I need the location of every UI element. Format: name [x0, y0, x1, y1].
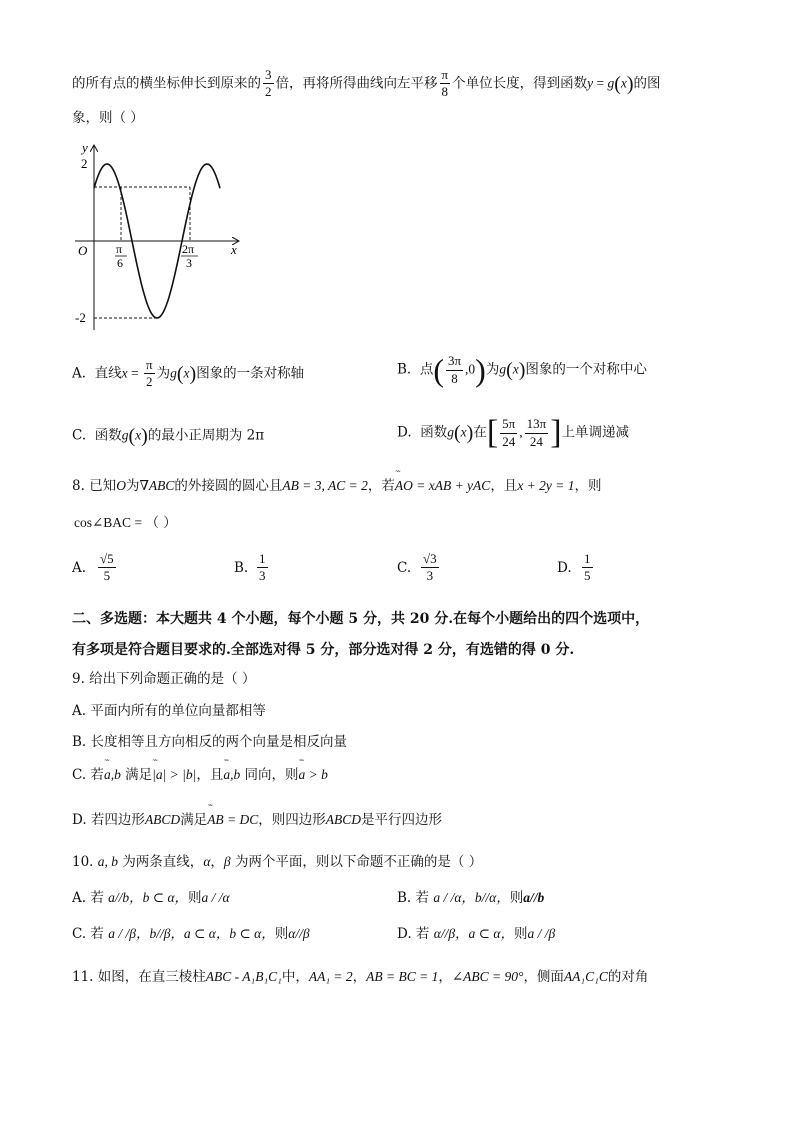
option-label: C. — [397, 560, 412, 576]
vector-equation: ˜˜ AO = xAB + yAC — [395, 479, 490, 493]
option-text: 的最小正周期为 2π — [147, 427, 265, 444]
q7-frac-stretch — [263, 68, 274, 100]
paren: ( — [128, 425, 136, 447]
stem-text: 的对角 — [607, 969, 649, 985]
math-op: = — [127, 365, 143, 381]
stem-text: 的外接圆的圆心且 — [174, 478, 283, 494]
math-expr: AB = 3, AC = 2 — [282, 478, 368, 493]
q10-option-b — [397, 891, 544, 906]
vector-expr: ˜˜ a,b — [223, 768, 240, 782]
stem-text: 11. 如图，在直三棱柱 — [72, 969, 206, 985]
paren: ) — [189, 362, 197, 385]
option-text: 直线 — [94, 365, 122, 382]
math-expr: a//b，b ⊂ α， — [108, 890, 189, 905]
option-text: 点 — [419, 361, 434, 378]
frac-den: 2 — [265, 84, 272, 100]
option-label: D. — [557, 560, 572, 576]
frac-den: 5 — [584, 568, 591, 584]
option-label: A. 若 — [72, 890, 104, 906]
option-text: ，则四边形 — [258, 812, 326, 828]
q7-frac-shift — [440, 68, 451, 100]
q7-sine-graph — [70, 140, 250, 340]
math-expr: AA₁ = 2 — [308, 969, 353, 984]
math-expr: AA₁C₁C — [563, 969, 608, 984]
paren: ( — [433, 352, 444, 388]
option-text: ，且 — [196, 767, 224, 783]
option-label: A. — [72, 560, 87, 576]
stem-text: 中， — [281, 969, 309, 985]
frac-num: 13π — [525, 417, 549, 433]
math-expr: a / /β — [527, 926, 556, 941]
math-expr: ∇ABC — [139, 478, 175, 493]
q8-option-d-frac — [582, 552, 593, 584]
bracket: [ — [486, 414, 499, 451]
paren: ( — [506, 359, 513, 381]
q10-option-c — [72, 927, 310, 942]
math-expr: α//β — [288, 926, 310, 941]
stem-text: 为两条直线， — [122, 854, 204, 870]
frac-num: 5π — [500, 417, 517, 433]
tick-pi6-num: π — [116, 242, 123, 256]
q7-option-b — [397, 354, 647, 386]
math-expr: ABCD — [144, 812, 181, 827]
option-text: 在 — [473, 424, 487, 441]
q8-stem-line1 — [72, 479, 602, 494]
option-text: 为 — [485, 361, 500, 378]
math-var: α — [203, 854, 211, 869]
y-label: y — [82, 140, 88, 155]
math-expr: a / /α — [201, 890, 230, 905]
vector-expr: ˜˜ a > b — [299, 768, 328, 782]
option-text: 则 — [513, 926, 528, 942]
option-text: 则 — [274, 926, 289, 942]
frac — [500, 417, 517, 449]
q7-option-c — [72, 426, 264, 446]
stem-text: ， — [210, 854, 224, 870]
q8-option-b-frac — [257, 552, 268, 584]
frac-num: √3 — [421, 552, 439, 568]
math-var: β — [223, 854, 231, 869]
math-expr: AB = BC = 1 — [366, 969, 439, 984]
math-expr: cos∠BAC = — [74, 515, 146, 530]
math-var: x — [620, 75, 627, 91]
bracket: ] — [550, 414, 562, 451]
frac-den: 2 — [146, 374, 153, 390]
frac-den: 8 — [441, 84, 449, 100]
vector-expr: ˜˜ |a| > |b| — [152, 768, 196, 782]
stem-text: ， — [438, 969, 452, 985]
q9-option-b: B. 长度相等且方向相反的两个向量是相反向量 — [72, 734, 348, 750]
option-label: A. — [72, 365, 87, 382]
math-var: x — [512, 361, 519, 377]
option-text: 满足 — [180, 812, 208, 828]
tick-2pi3-den: 3 — [186, 256, 192, 270]
stem-text: ，侧面 — [523, 969, 564, 985]
question-number: 10. — [72, 854, 98, 870]
tick-minus2: -2 — [75, 310, 86, 325]
frac-num: √5 — [98, 552, 116, 568]
q10-stem — [72, 855, 482, 870]
frac — [525, 417, 549, 449]
q7-stem-line2: 象，则（ ） — [72, 110, 144, 126]
math-op: = — [593, 75, 608, 91]
paren: ) — [141, 425, 148, 447]
option-text: 则 — [188, 890, 202, 906]
stem-text: 为两个平面，则以下命题不正确的是（ ） — [234, 854, 483, 870]
q10-option-d — [397, 927, 555, 942]
frac-num: 1 — [257, 552, 268, 568]
paren: ) — [518, 359, 526, 381]
frac-den: 8 — [451, 370, 458, 386]
q8-option-a-frac — [98, 552, 116, 584]
math-var: g — [170, 365, 177, 381]
answer-paren: （ ） — [145, 515, 177, 531]
q11-stem — [72, 970, 648, 985]
tick-2: 2 — [81, 156, 88, 171]
q7-option-a — [72, 358, 304, 390]
math-expr: α//β，a ⊂ α， — [433, 926, 514, 941]
paren: ( — [453, 422, 461, 444]
frac-num: π — [144, 358, 155, 374]
math-var: y — [587, 75, 594, 91]
math-expr: ABCD — [325, 812, 362, 827]
math-expr: a, b — [97, 854, 119, 869]
stem-text: ， — [352, 969, 367, 985]
math-expr: ABC - A₁B₁C₁ — [205, 969, 282, 984]
q7-stem-line1 — [72, 68, 661, 100]
option-text: 函数 — [94, 427, 122, 444]
q9-stem: 9. 给出下列命题正确的是（ ） — [72, 671, 256, 687]
option-text: 图象的一个对称中心 — [525, 361, 647, 378]
option-label: C. — [72, 427, 87, 444]
paren: ) — [626, 72, 634, 95]
paren: ( — [176, 362, 184, 385]
math-var: x — [183, 365, 190, 381]
math-var: x — [460, 424, 467, 440]
math-var: O — [116, 478, 126, 493]
option-text: 则 — [509, 890, 524, 906]
option-text: C. 若 — [72, 767, 104, 783]
option-text: 同向，则 — [244, 767, 299, 783]
option-label: C. 若 — [72, 926, 104, 942]
option-label: D. — [397, 424, 412, 441]
option-label: D. 若 — [397, 926, 430, 942]
section-heading-line1: 二、多选题：本大题共 4 个小题，每个小题 5 分，共 20 分.在每个小题给出的四个选项中， — [72, 611, 650, 627]
math-expr: ∠ABC = 90° — [451, 969, 524, 984]
math-op: , — [519, 424, 523, 440]
vector-equation: ˜˜ AB = DC — [207, 813, 258, 827]
math-var: g — [447, 424, 454, 440]
q10-option-a — [72, 891, 230, 906]
q7-stem-text: 的所有点的横坐标伸长到原来的 — [72, 75, 261, 92]
math-expr: a//b — [523, 890, 545, 905]
option-text: 是平行四边形 — [361, 812, 443, 828]
question-number: 8. — [72, 478, 85, 494]
stem-text: 为 — [125, 478, 140, 494]
paren: ( — [614, 72, 621, 95]
q7-option-d — [397, 416, 629, 450]
frac-num: 3π — [446, 354, 463, 370]
stem-text: 已知 — [89, 478, 117, 494]
vector-expr: ˜˜ a,b — [104, 768, 121, 782]
frac-num: 1 — [582, 552, 593, 568]
frac — [144, 358, 155, 390]
frac-num: π — [440, 68, 451, 84]
paren: ) — [466, 422, 474, 444]
q8-option-c-frac — [421, 552, 439, 584]
q9-option-a: A. 平面内所有的单位向量都相等 — [72, 703, 266, 719]
stem-text: ，则 — [574, 478, 602, 494]
stem-text: ，若 — [367, 478, 395, 494]
math-var: g — [607, 75, 615, 91]
stem-text: ，且 — [490, 478, 518, 494]
math-expr: x + 2y = 1 — [517, 478, 575, 493]
frac-den: 24 — [502, 433, 516, 449]
option-text: 为 — [156, 365, 171, 382]
option-text: 图象的一条对称轴 — [196, 365, 305, 382]
origin-label: O — [78, 243, 88, 258]
tick-2pi3-num: 2π — [182, 242, 195, 256]
option-text: 函数 — [420, 424, 448, 441]
option-text: 满足 — [125, 767, 153, 783]
math-var: g — [121, 427, 129, 443]
option-text: 上单调递减 — [561, 424, 630, 441]
q7-stem-text: 的图 — [633, 75, 661, 92]
math-expr: a / /α，b//α， — [433, 890, 510, 905]
math-expr: a / /β，b//β，a ⊂ α，b ⊂ α， — [108, 926, 275, 941]
option-text: D. 若四边形 — [72, 812, 145, 828]
frac-den: 24 — [529, 433, 543, 449]
frac-num: 3 — [263, 68, 274, 84]
section-heading-line2: 有多项是符合题目要求的.全部选对得 5 分，部分选对得 2 分，有选错的得 0 分. — [72, 642, 575, 658]
option-label: B. 若 — [397, 890, 430, 906]
x-label: x — [231, 242, 237, 257]
math-var: g — [499, 361, 507, 377]
frac-den: 5 — [103, 568, 111, 584]
q8-stem-line2 — [74, 516, 177, 531]
option-label: B. — [234, 560, 249, 576]
math-op: ,0 — [465, 361, 476, 377]
math-var: x — [121, 365, 128, 381]
frac-den: 3 — [426, 568, 434, 584]
q9-option-c — [72, 768, 328, 783]
option-label: B. — [397, 361, 412, 378]
q9-option-d — [72, 813, 442, 828]
frac-den: 3 — [259, 568, 266, 584]
q7-stem-text: 个单位长度，得到函数 — [452, 75, 588, 92]
frac — [446, 354, 463, 386]
tick-pi6-den: 6 — [117, 256, 123, 270]
paren: ) — [475, 352, 486, 388]
math-var: x — [135, 427, 142, 443]
q7-stem-text: 倍，再将所得曲线向左平移 — [275, 75, 438, 92]
